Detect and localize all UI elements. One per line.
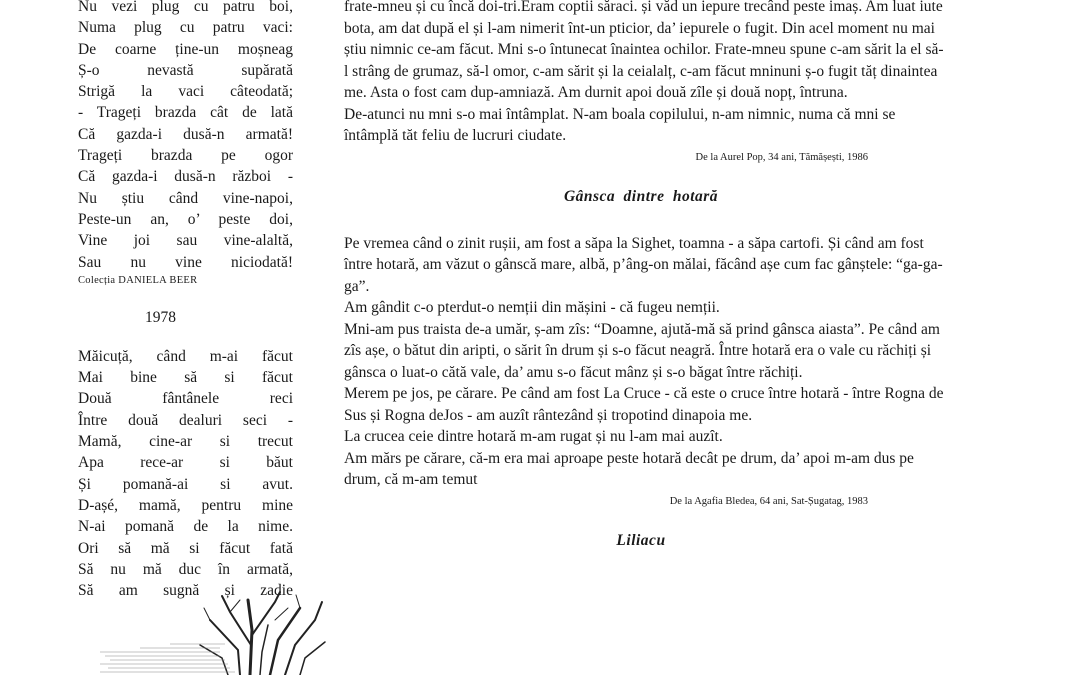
poem-line: Mai bine să si făcut	[78, 369, 293, 387]
poem-verse-1	[78, 0, 293, 273]
poem-line: N-ai pomană de la nime.	[78, 518, 293, 536]
poem-line: Măicuță, când m-ai făcut	[78, 347, 293, 365]
poem-line: Trageți brazda pe ogor	[78, 147, 293, 165]
poem-line: Că gazda-i dusă-n armată!	[78, 125, 293, 143]
poem-line: Sau nu vine niciodată!	[78, 253, 293, 271]
paragraph: La crucea ceie dintre hotară m-am rugat și nu l-am mai auzît.	[344, 428, 723, 445]
poem-verse-2	[78, 346, 293, 602]
poem-line: Ori să mă si făcut fată	[78, 539, 293, 557]
poem-line: De coarne ține-un moșneag	[78, 40, 293, 58]
story-title-liliacu: Liliacu	[616, 531, 666, 549]
paragraph: De-atunci nu mni s-o mai întâmplat. N-am boala copilului, n-am nimnic, numa că mni se întâmplă tăt feliu de lucruri ciudate.	[344, 105, 896, 144]
paragraph: Pe vremea când o zinit rușii, am fost a săpa la Sighet, toamna - a săpa cartofi. Și când am fost între hotară, am văzut o gânscă mare, albă, p’âng-on mălai, făcând așe cum fac gânștele: “ga-ga-ga”.	[344, 234, 943, 295]
poem-line: Două fântânele reci	[78, 390, 293, 408]
collection-credit: Colecția DANIELA BEER	[78, 274, 198, 286]
story-1-source: De la Aurel Pop, 34 ani, Tămășești, 1986	[695, 151, 868, 163]
poem-line: Să am sugnă și zadie	[78, 582, 293, 600]
tree-sketch-image	[100, 590, 330, 675]
paragraph: frate-mneu și cu încă doi-tri.Eram coptii săraci. și văd un iepure trecând peste imaș. Am luat iute bota, am dat după el și l-am nimerit înt-un pticior, da’ iepurele o fugit. Din acel moment nu mai știu nimnic ce-am făcut. Mni s-o întunecat înaintea ochilor. Frate-mneu spune c-am sărit la el să-l strâng de grumaz, să-l omor, c-am sărit și la ceialalț, c-am făcut mninuni ș-o fugit tăț dinaintea me. Asta o fost cam dup-amniază. Am durnit apoi două zîle și două nopț, întruna.	[344, 0, 944, 101]
poem-line: Între două dealuri seci -	[78, 411, 293, 429]
poem-line: Peste-un an, o’ peste doi,	[78, 210, 293, 228]
poem-line: Vine joi sau vine-alaltă,	[78, 232, 293, 250]
poem-line: Nu vezi plug cu patru boi,	[78, 0, 293, 15]
paragraph: Merem pe jos, pe cărare. Pe când am fost La Cruce - că este o cruce între hotară - între Rogna de Sus și Rogna deJos - am auzît rântezând și tropotind dinapoia me.	[344, 385, 944, 424]
poem-line: Nu știu când vine-napoi,	[78, 189, 293, 207]
poem-line: Mamă, cine-ar si trecut	[78, 433, 293, 451]
poem-line: Strigă la vaci câteodată;	[78, 83, 293, 101]
left-column	[78, 0, 293, 601]
poem-line: Ș-o nevastă supărată	[78, 61, 293, 79]
poem-line: Să nu mă duc în armată,	[78, 560, 293, 578]
right-column	[344, 0, 944, 577]
paragraph: Am gândit c-o pterdut-o nemții din mășini - că fugeu nemții.	[344, 299, 720, 316]
poem-line: - Trageți brazda cât de lată	[78, 104, 293, 122]
paragraph: Am mărs pe cărare, că-m era mai aproape peste hotară decât pe drum, da’ apoi m-am dus pe drum, că m-am temut	[344, 449, 914, 488]
poem-title-1978: 1978	[145, 308, 176, 326]
poem-line: D-așé, mamă, pentru mine	[78, 496, 293, 514]
story-aurel-pop-text	[344, 0, 944, 147]
story-gansca-text	[344, 233, 944, 491]
poem-line: Apa rece-ar si băut	[78, 454, 293, 472]
poem-line: Și pomană-ai si avut.	[78, 475, 293, 493]
story-2-source: De la Agafia Bledea, 64 ani, Sat-Șugatag, 1983	[669, 495, 868, 507]
poem-line: Că gazda-i dusă-n război -	[78, 168, 293, 186]
paragraph: Mni-am pus traista de-a umăr, ș-am zîs: “Doamne, ajută-mă să prind gânsca aiasta”. Pe când am zîs așe, o bătut din aripti, o sărit în drum și s-o făcut neagră. Între hotară era o vale cu răchiți și gânsca o luat-o cătă vale, da’ amu s-o făcut mânz și s-o băgat între răchiți.	[344, 320, 940, 381]
story-title-gansca: Gânsca dintre hotară	[563, 187, 719, 205]
poem-line: Numa plug cu patru vaci:	[78, 19, 293, 37]
